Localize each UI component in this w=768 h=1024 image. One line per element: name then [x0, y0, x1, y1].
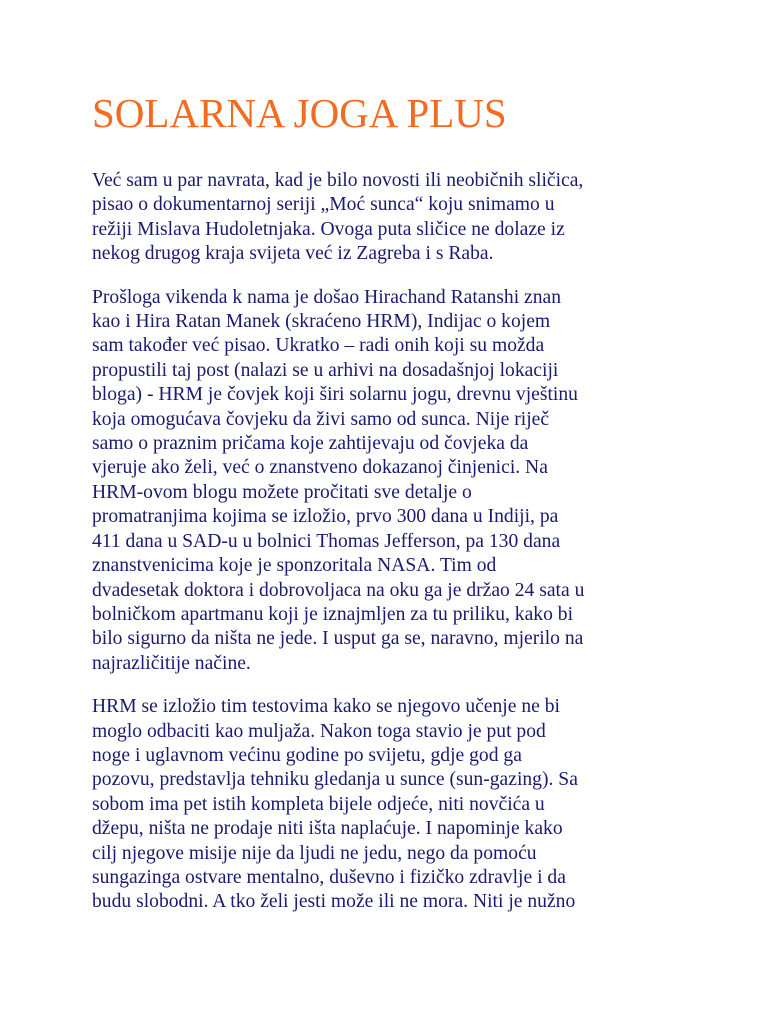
paragraph-3: [92, 695, 692, 915]
text-line: Već sam u par navrata, kad je bilo novosti ili neobičnih sličica,: [92, 170, 584, 191]
text-line: koja omogućava čovjeku da živi samo od sunca. Nije riječ: [92, 408, 550, 430]
text-line: 411 dana u SAD-u u bolnici Thomas Jefferson, pa 130 dana: [92, 530, 561, 552]
text-line: znanstvenicima koje je sponzoritala NASA. Tim od: [92, 555, 497, 577]
text-line: propustili taj post (nalazi se u arhivi na dosadašnjoj lokaciji: [92, 359, 559, 381]
text-line: samo o praznim pričama koje zahtijevaju od čovjeka da: [92, 433, 529, 455]
text-line: Prošloga vikenda k nama je došao Hirachand Ratanshi znan: [92, 286, 562, 308]
text-line: cilj njegove misije nije da ljudi ne jedu, nego da pomoću: [92, 842, 537, 864]
text-line: pozovu, predstavlja tehniku gledanja u sunce (sun-gazing). Sa: [92, 769, 578, 791]
text-line: sobom ima pet istih kompleta bijele odjeće, niti novčića u: [92, 793, 545, 815]
text-line: moglo odbaciti kao muljaža. Nakon toga stavio je put pod: [92, 720, 546, 742]
text-line: promatranjima kojima se izložio, prvo 300 dana u Indiji, pa: [92, 506, 559, 528]
text-line: pisao o dokumentarnoj seriji „Moć sunca“ koju snimamo u: [92, 194, 555, 216]
text-line: bolničkom apartmanu koji je iznajmljen za tu priliku, kako bi: [92, 603, 574, 625]
paragraph-1: [92, 169, 692, 267]
text-line: najrazličitije načine.: [92, 652, 251, 674]
text-line: budu slobodni. A tko želi jesti može ili ne mora. Niti je nužno: [92, 891, 576, 913]
paragraph-2: [92, 286, 692, 677]
text-line: dvadesetak doktora i dobrovoljaca na oku ga je držao 24 sata u: [92, 579, 585, 601]
document-body: [92, 169, 692, 934]
text-line: nekog drugog kraja svijeta već iz Zagreba i s Raba.: [92, 243, 494, 265]
text-line: vjeruje ako želi, već o znanstveno dokazanoj činjenici. Na: [92, 457, 548, 479]
text-line: HRM-ovom blogu možete pročitati sve detalje o: [92, 481, 472, 503]
text-line: kao i Hira Ratan Manek (skraćeno HRM), Indijac o kojem: [92, 311, 551, 333]
text-line: bloga) - HRM je čovjek koji širi solarnu jogu, drevnu vještinu: [92, 384, 578, 406]
text-line: sam također već pisao. Ukratko – radi onih koji su možda: [92, 335, 545, 357]
text-line: HRM se izložio tim testovima kako se njegovo učenje ne bi: [92, 696, 560, 718]
document-title: SOLARNA JOGA PLUS: [92, 90, 507, 136]
text-line: noge i uglavnom većinu godine po svijetu, gdje god ga: [92, 744, 522, 766]
text-line: sungazinga ostvare mentalno, duševno i fizičko zdravlje i da: [92, 866, 566, 888]
text-line: džepu, ništa ne prodaje niti išta naplaćuje. I napominje kako: [92, 818, 563, 840]
text-line: bilo sigurno da ništa ne jede. I usput ga se, naravno, mjerilo na: [92, 628, 584, 650]
text-line: režiji Mislava Hudoletnjaka. Ovoga puta sličice ne dolaze iz: [92, 218, 565, 240]
